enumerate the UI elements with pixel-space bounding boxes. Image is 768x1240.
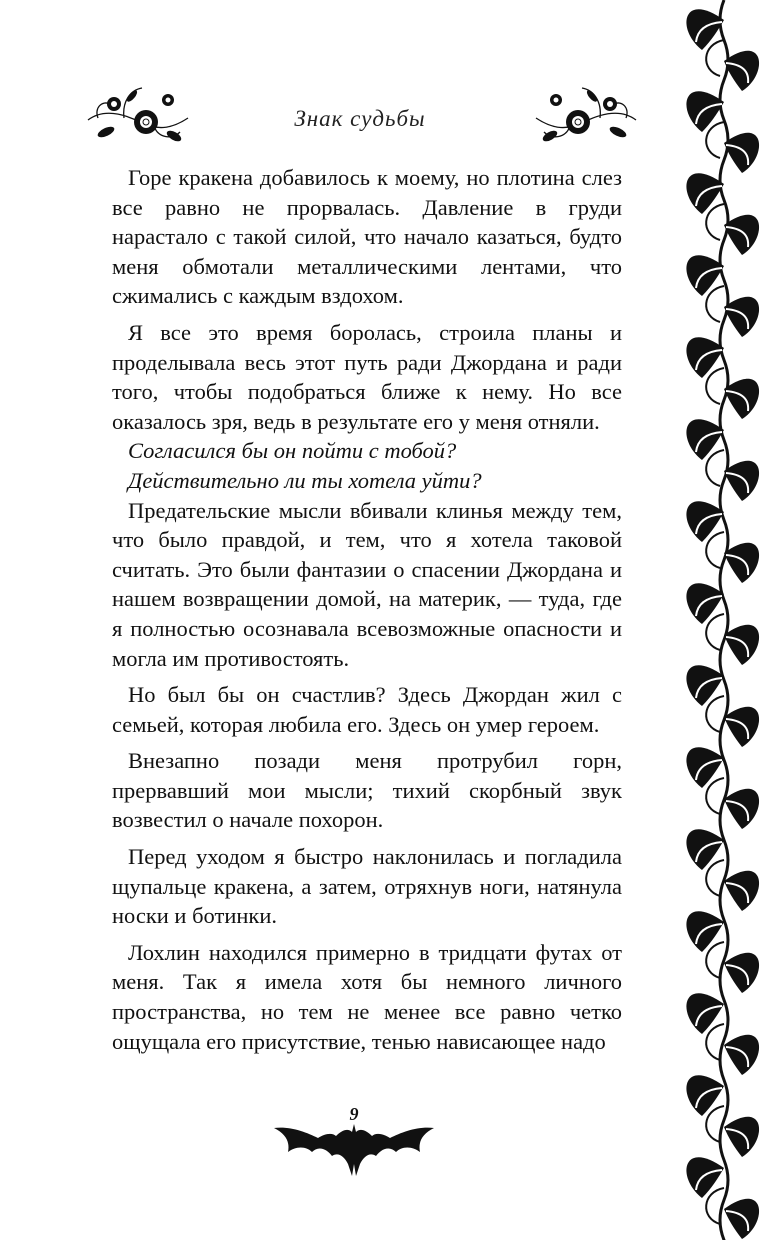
body-text [112, 163, 622, 1056]
italic-paragraph: Согласился бы он пойти с тобой? [128, 438, 457, 464]
paragraph: Горе кракена добавилось к моему, но плотина слез все равно не прорвалась. Давление в груди нарастало с такой силой, что начало казаться, будто меня обмотали металлическими лентами, что сжимались с каждым вздохом. [112, 165, 622, 309]
italic-paragraph: Действительно ли ты хотела уйти? [128, 467, 482, 493]
paragraph: Я все это время боролась, строила планы и проделывала весь этот путь ради Джордана и ради того, чтобы подобраться ближе к нему. Но все оказалось зря, ведь в результате его у меня отняли. [112, 319, 622, 434]
running-title: Знак судьбы [294, 106, 426, 131]
paragraph: Внезапно позади меня протрубил горн, прервавший мои мысли; тихий скорбный звук возвестил о начале похорон. [112, 748, 622, 833]
paragraph: Но был бы он счастлив? Здесь Джордан жил с семьей, которая любила его. Здесь он умер героем. [112, 682, 622, 737]
paragraph: Перед уходом я быстро наклонилась и погладила щупальце кракена, а затем, отряхнув ноги, натянула носки и ботинки. [112, 844, 622, 929]
paragraph: Лохлин находился примерно в тридцати футах от меня. Так я имела хотя бы немного личного пространства, но тем не менее все равно четко ощущала его присутствие, тенью нависающее надо [112, 939, 622, 1054]
page-header [80, 78, 640, 158]
paragraph: Предательские мысли вбивали клинья между тем, что было правдой, и тем, что я хотела таковой считать. Это были фантазии о спасении Джордана и нашем возвращении домой, на материк, — туда, где я полностью осознавала всевозможные опасности и могла им противостоять. [112, 497, 622, 671]
page-footer [272, 1102, 436, 1182]
vine-border-icon [672, 0, 768, 1240]
rose-ornament-icon [530, 78, 640, 158]
page-number: 9 [349, 1104, 359, 1124]
